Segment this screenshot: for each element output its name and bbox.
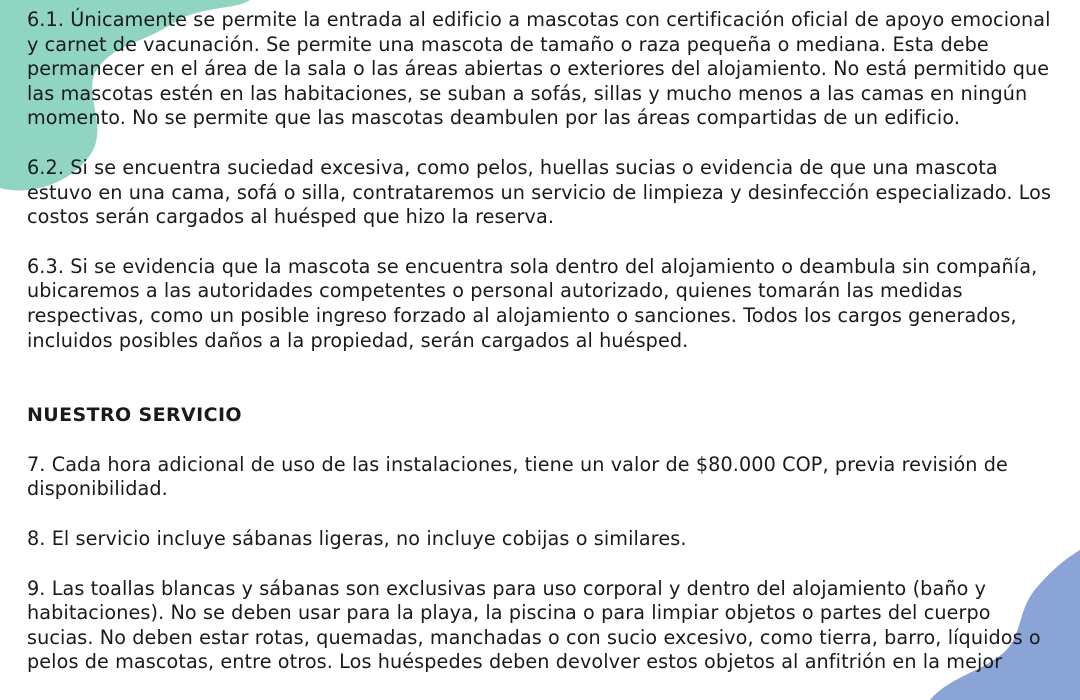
paragraph-6-2: 6.2. Si se encuentra suciedad excesiva, como pelos, huellas sucias o evidencia de que una mascota estuvo en una cama, sofá o silla, contrataremos un servicio de limpieza y desinfección especializado. Los costos serán cargados al huésped que hizo la reserva.	[27, 155, 1052, 229]
paragraph-9: 9. Las toallas blancas y sábanas son exclusivas para uso corporal y dentro del alojamiento (baño y habitaciones). No se deben usar para la playa, la piscina o para limpiar objetos o partes del cuerpo sucias. No deben estar rotas, quemadas, manchadas o con sucio excesivo, como tierra, barro, líquidos o pelos de mascotas, entre otros. Los huéspedes deben devolver estos objetos al anfitrión en la mejor	[27, 576, 1041, 674]
paragraph-6-3: 6.3. Si se evidencia que la mascota se encuentra sola dentro del alojamiento o deambula sin compañía, ubicaremos a las autoridades competentes o personal autorizado, quienes tomarán las medidas respectivas, como un posible ingreso forzado al alojamiento o sanciones. Todos los cargos generados, incluidos posibles daños a la propiedad, serán cargados al huésped.	[27, 254, 1038, 352]
section-heading-nuestro-servicio: NUESTRO SERVICIO	[27, 404, 242, 427]
document-body	[27, 8, 1057, 675]
paragraph-8: 8. El servicio incluye sábanas ligeras, no incluye cobijas o similares.	[27, 526, 687, 550]
paragraph-7: 7. Cada hora adicional de uso de las instalaciones, tiene un valor de $80.000 COP, previa revisión de disponibilidad.	[27, 452, 1008, 501]
paragraph-6-1: 6.1. Únicamente se permite la entrada al edificio a mascotas con certificación oficial de apoyo emocional y carnet de vacunación. Se permite una mascota de tamaño o raza pequeña o mediana. Esta debe permanecer en el área de la sala o las áreas abiertas o exteriores del alojamiento. No está permitido que las mascotas estén en las habitaciones, se suban a sofás, sillas y mucho menos a las camas en ningún momento. No se permite que las mascotas deambulen por las áreas compartidas de un edificio.	[27, 8, 1051, 130]
